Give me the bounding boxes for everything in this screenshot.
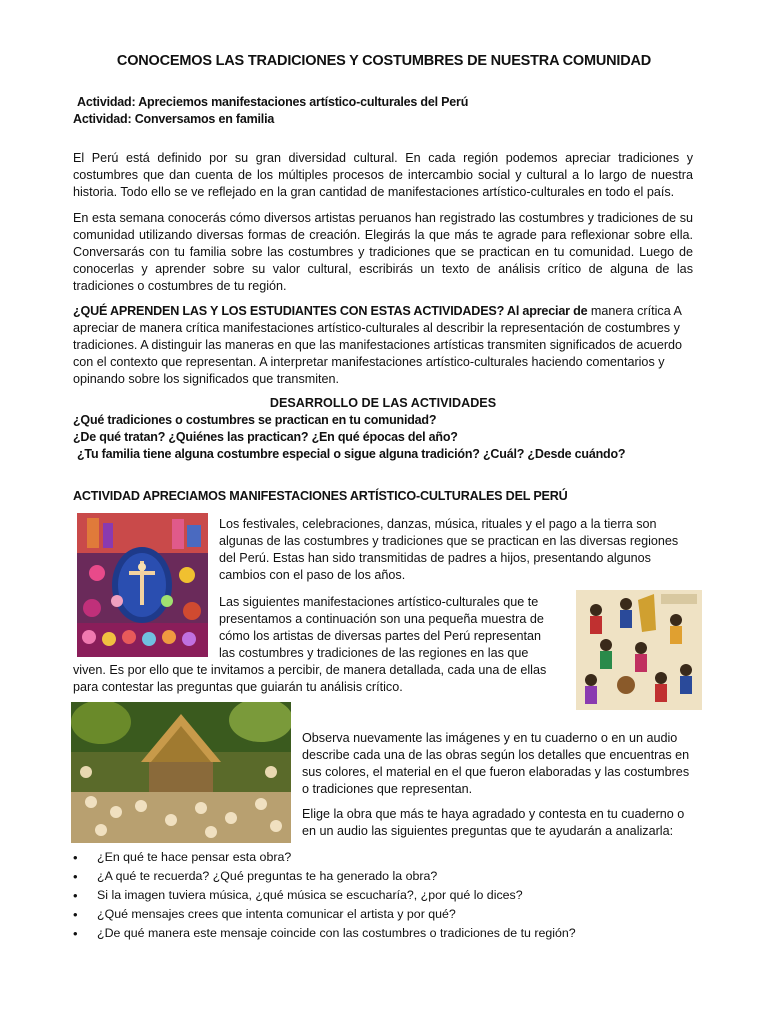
section-title: ACTIVIDAD APRECIAMOS MANIFESTACIONES ARTÍSTICO-CULTURALES DEL PERÚ (73, 489, 568, 503)
section-paragraph-4: Elige la obra que más te haya agradado y contesta en tu cuaderno o en un audio las siguientes preguntas que te ayudarán a analizarla: (302, 807, 685, 838)
list-item: • ¿De qué manera este mensaje coincide con las costumbres o tradiciones de tu región? (73, 924, 693, 943)
analysis-question-list (73, 848, 693, 943)
section-paragraph-2a: Las siguientes manifestaciones artístico-culturales que te presentamos a continuación son una pequeña muestra de cómo los artistas de diversas partes del Perú representan las costumbres y tradiciones de las regiones en las que (219, 595, 544, 660)
list-item: • ¿A qué te recuerda? ¿Qué preguntas te ha generado la obra? (73, 867, 693, 886)
learning-paragraph (73, 303, 693, 388)
development-question-1: ¿Qué tradiciones o costumbres se practican en tu comunidad? (73, 413, 437, 427)
intro-paragraph-2: En esta semana conocerás cómo diversos artistas peruanos han registrado las costumbres y tradiciones de su comunidad utilizando diversas formas de creación. Elegirás la que más te agrade para reflexionar sobre ella. Conversarás con tu familia sobre las costumbres y tradiciones que se practican en tu comunidad. Luego de conocerlas y aprender sobre su valor cultural, escribirás un texto de análisis crítico de alguna de las tradiciones o costumbres de tu región. (73, 211, 693, 293)
section-paragraph-2b: viven. Es por ello que te invitamos a percibir, de manera detallada, cada una de ellas para contestar las preguntas que guiarán tu análisis crítico. (73, 663, 547, 694)
list-item: • ¿En qué te hace pensar esta obra? (73, 848, 693, 867)
dancers-illustration-image (576, 590, 702, 710)
activity-2-heading: Actividad: Conversamos en familia (73, 112, 275, 126)
intro-paragraph-1: El Perú está definido por su gran diversidad cultural. En cada región podemos apreciar tradiciones y costumbres que dan cuenta de los múltiples procesos de intercambio social y cultural a lo largo de nuestra historia. Todo ello se ve reflejado en la gran cantidad de manifestaciones artístico-culturales en todo el país. (73, 151, 693, 199)
development-question-3: ¿Tu familia tiene alguna costumbre especial o sigue alguna tradición? ¿Cuál? ¿Desde cuándo? (77, 447, 626, 461)
list-item: • Si la imagen tuviera música, ¿qué música se escucharía?, ¿por qué lo dices? (73, 886, 693, 905)
list-item: • ¿Qué mensajes crees que intenta comunicar el artista y por qué? (73, 905, 693, 924)
learning-heading: ¿QUÉ APRENDEN LAS Y LOS ESTUDIANTES CON ESTAS ACTIVIDADES? Al apreciar de (73, 304, 588, 318)
activity-1-heading: Actividad: Apreciemos manifestaciones artístico-culturales del Perú (77, 95, 469, 109)
learning-body: manera crítica A apreciar de manera crítica manifestaciones artístico-culturales al describir la representación de costumbres y tradiciones. A distinguir las maneras en que las manifestaciones artísticas transmiten significados de acuerdo con el contexto que representan. A interpretar manifestaciones artístico-culturales haciendo comentarios y opinando sobre los significados que transmiten. (73, 304, 683, 386)
section-paragraph-3: Observa nuevamente las imágenes y en tu cuaderno o en un audio describe cada una de las obras según los detalles que encuentras en sus colores, el material en el que fueron elaboradas y las costumbres o tradiciones que representan. (302, 731, 690, 796)
page-title: CONOCEMOS LAS TRADICIONES Y COSTUMBRES DE NUESTRA COMUNIDAD (116, 53, 652, 69)
jungle-community-painting-image (71, 702, 291, 843)
development-question-2: ¿De qué tratan? ¿Quiénes las practican? ¿En qué épocas del año? (73, 430, 458, 444)
section-paragraph-1: Los festivales, celebraciones, danzas, música, rituales y el pago a la tierra son algunas de las costumbres y tradiciones que se practican en las diversas regiones del Perú. Estas han sido transmitidas de padres a hijos, presentando algunos cambios con el paso de los años. (219, 517, 679, 582)
development-title: DESARROLLO DE LAS ACTIVIDADES (269, 396, 497, 410)
festival-painting-image (77, 513, 208, 657)
